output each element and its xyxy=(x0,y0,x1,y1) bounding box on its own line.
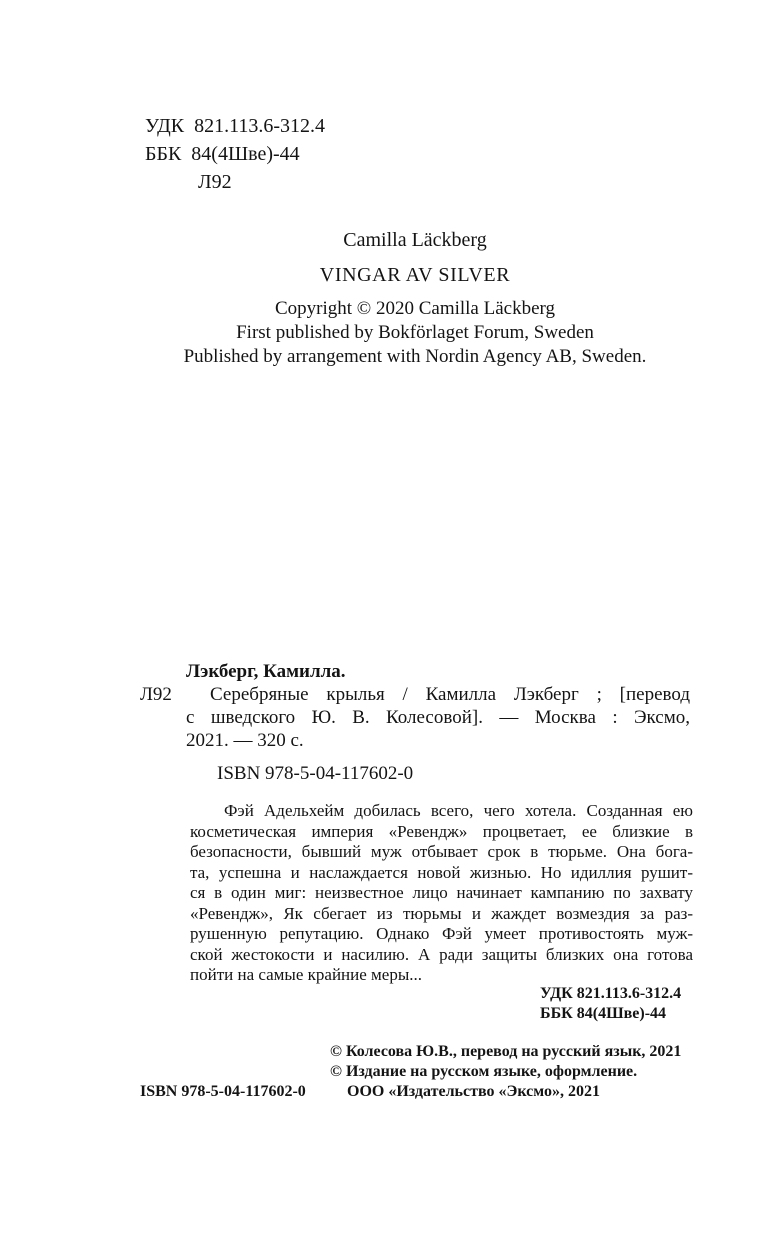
imprint-isbn: ISBN 978-5-04-117602-0 xyxy=(140,1083,306,1100)
annotation-line: косметическая империя «Ревендж» процветает, ее близкие в xyxy=(190,821,693,841)
bottom-classification-block xyxy=(540,984,681,1024)
isbn-line: ISBN 978-5-04-117602-0 xyxy=(217,763,414,784)
agency-line: Published by arrangement with Nordin Agency AB, Sweden. xyxy=(183,346,647,367)
copyright-line: Copyright © 2020 Camilla Läckberg xyxy=(274,298,556,319)
bbk-classification: ББК 84(4Шве)-44 xyxy=(540,1005,667,1022)
annotation-block xyxy=(190,801,693,986)
annotation-line: безопасности, бывший муж отбывает срок в тюрьме. Она бога- xyxy=(190,842,693,861)
annotation-line: ской жестокости и насилию. А ради защиты близких она готова xyxy=(190,944,693,964)
first-published-line: First published by Bokförlaget Forum, Sweden xyxy=(236,322,594,343)
annotation-line: Фэй Адельхейм добилась всего, чего хотела. Созданная ею xyxy=(224,801,693,820)
annotation-line: та, успешна и наслаждается новой жизнью. Но идиллия рушит- xyxy=(190,862,693,882)
udk-classification: УДК 821.113.6-312.4 xyxy=(540,985,682,1002)
catalog-entry xyxy=(140,660,690,752)
catalog-line: с шведского Ю. В. Колесовой]. — Москва : Эксмо, xyxy=(186,707,690,728)
imprint-copyright-line: © Издание на русском языке, оформление. xyxy=(330,1063,638,1080)
catalog-line: Серебряные крылья / Камилла Лэкберг ; [перевод xyxy=(210,684,690,705)
original-copyright-block xyxy=(140,297,690,369)
top-classification-block xyxy=(145,112,325,196)
imprint-copyright-line: © Колесова Ю.В., перевод на русский язык, 2021 xyxy=(330,1043,682,1060)
bbk-code-line: ББК 84(4Шве)-44 xyxy=(145,143,300,165)
udk-code-line: УДК 821.113.6-312.4 xyxy=(145,115,326,137)
original-edition-block xyxy=(140,228,690,369)
annotation-line: пойти на самые крайние меры... xyxy=(190,965,423,984)
annotation-line: рушенную репутацию. Однако Фэй умеет противостоять муж- xyxy=(190,924,693,943)
original-author: Camilla Läckberg xyxy=(343,229,487,251)
annotation-line: ся в один миг: неизвестное лицо начинает кампанию по захвату xyxy=(190,883,693,902)
original-title: VINGAR AV SILVER xyxy=(319,264,511,286)
catalog-author-heading: Лэкберг, Камилла. xyxy=(186,661,346,682)
imprint-copyright-block xyxy=(330,1042,681,1102)
author-code-line: Л92 xyxy=(198,171,232,193)
annotation-line: «Ревендж», Як сбегает из тюрьмы и жаждет возмездия за раз- xyxy=(190,903,693,923)
catalog-code: Л92 xyxy=(140,684,172,705)
catalog-line: 2021. — 320 с. xyxy=(186,730,304,751)
imprint-publisher-line: ООО «Издательство «Эксмо», 2021 xyxy=(347,1083,600,1100)
